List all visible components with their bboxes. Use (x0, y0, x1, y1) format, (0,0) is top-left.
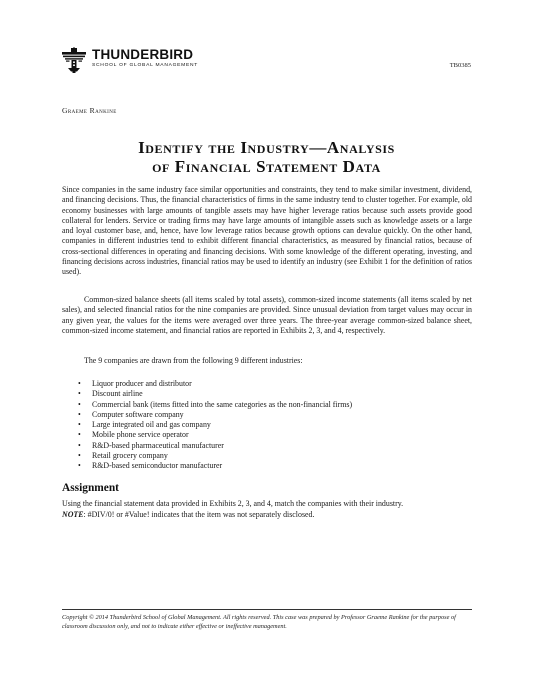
note-text: : #DIV/0! or #Value! indicates that the item was not separately disclosed. (83, 510, 315, 519)
bullet-icon: • (78, 451, 81, 461)
list-item (78, 400, 352, 410)
author-name: Graeme Rankine (62, 106, 117, 115)
institution-subtitle: SCHOOL OF GLOBAL MANAGEMENT (92, 63, 199, 68)
industry-label: Discount airline (92, 389, 143, 399)
assignment-text: Using the financial statement data provided in Exhibits 2, 3, and 4, match the companies with their industry. (62, 499, 404, 508)
bullet-icon: • (78, 389, 81, 399)
note-label: NOTE (62, 510, 84, 519)
copyright-notice: Copyright © 2014 Thunderbird School of Global Management. All rights reserved. This case was prepared by Professor Graeme Rankine for the purpose of classroom discussion only, and not to indicate either effective or ineffective management. (62, 614, 456, 630)
industry-label: Retail grocery company (92, 451, 168, 461)
list-item (78, 420, 352, 430)
bullet-icon: • (78, 420, 81, 430)
industries-intro-paragraph: The 9 companies are drawn from the following 9 different industries: (84, 356, 303, 365)
industry-label: Commercial bank (items fitted into the same categories as the non-financial firms) (92, 399, 353, 409)
document-title-line-1: Identify the Industry—Analysis (138, 138, 395, 157)
list-item (78, 451, 352, 461)
intro-paragraph: Since companies in the same industry face similar opportunities and constraints, they tend to make similar investment, dividend, and financing decisions. Thus, the financial characteristics of firms in the same industry tend to cluster together. For example, old economy businesses with large amounts of tangible assets may have higher leverage ratios because such assets provide good collateral for lenders. Service or trading firms may have large amounts of intangible assets such as knowledge assets or a large and loyal customer base, and, hence, have low leverage ratios because growth options can devalue quickly. On the other hand, companies in different industries tend to exhibit different financial characteristics, as measured by financial ratios, because of cross-sectional differences in operating and financing decisions. With some knowledge of the different operating, investing, and financing decisions across industries, financial ratios may be used to identify an industry (see Exhibit 1 for the definition of ratios used). (62, 185, 472, 277)
document-title-line-2: of Financial Statement Data (152, 157, 381, 176)
institution-name: THUNDERBIRD (92, 47, 194, 62)
list-item (78, 441, 352, 451)
bullet-icon: • (78, 430, 81, 440)
bullet-icon: • (78, 379, 81, 388)
industry-label: Liquor producer and distributor (92, 379, 192, 388)
industry-label: R&D-based pharmaceutical manufacturer (92, 440, 224, 450)
list-item (78, 430, 352, 440)
list-item (78, 461, 352, 471)
industry-label: Computer software company (92, 409, 184, 419)
bullet-icon: • (78, 399, 81, 409)
thunderbird-logo-icon (62, 47, 86, 73)
bullet-icon: • (78, 461, 81, 471)
industry-label: Mobile phone service operator (92, 430, 189, 440)
case-code: TB0385 (449, 62, 471, 69)
industry-label: Large integrated oil and gas company (92, 420, 211, 430)
institution-header (62, 47, 482, 77)
industry-label: R&D-based semiconductor manufacturer (92, 461, 223, 471)
list-item (78, 389, 352, 399)
assignment-note (62, 510, 472, 520)
list-item (78, 379, 352, 389)
bullet-icon: • (78, 409, 81, 419)
list-item (78, 410, 352, 420)
footer-divider (62, 609, 472, 610)
industry-list (78, 379, 352, 472)
bullet-icon: • (78, 440, 81, 450)
assignment-heading: Assignment (62, 482, 119, 494)
data-description-paragraph: Common-sized balance sheets (all items scaled by total assets), common-sized income statements (all items scaled by net sales), and selected financial ratios for the nine companies are provided. Since unusual deviation from target values may occur in any given year, the values for the items were averaged over three years. The three-year average common-sized balance sheet, common-sized income statement, and financial ratios are reported in Exhibits 2, 3, and 4, respectively. (62, 295, 472, 335)
